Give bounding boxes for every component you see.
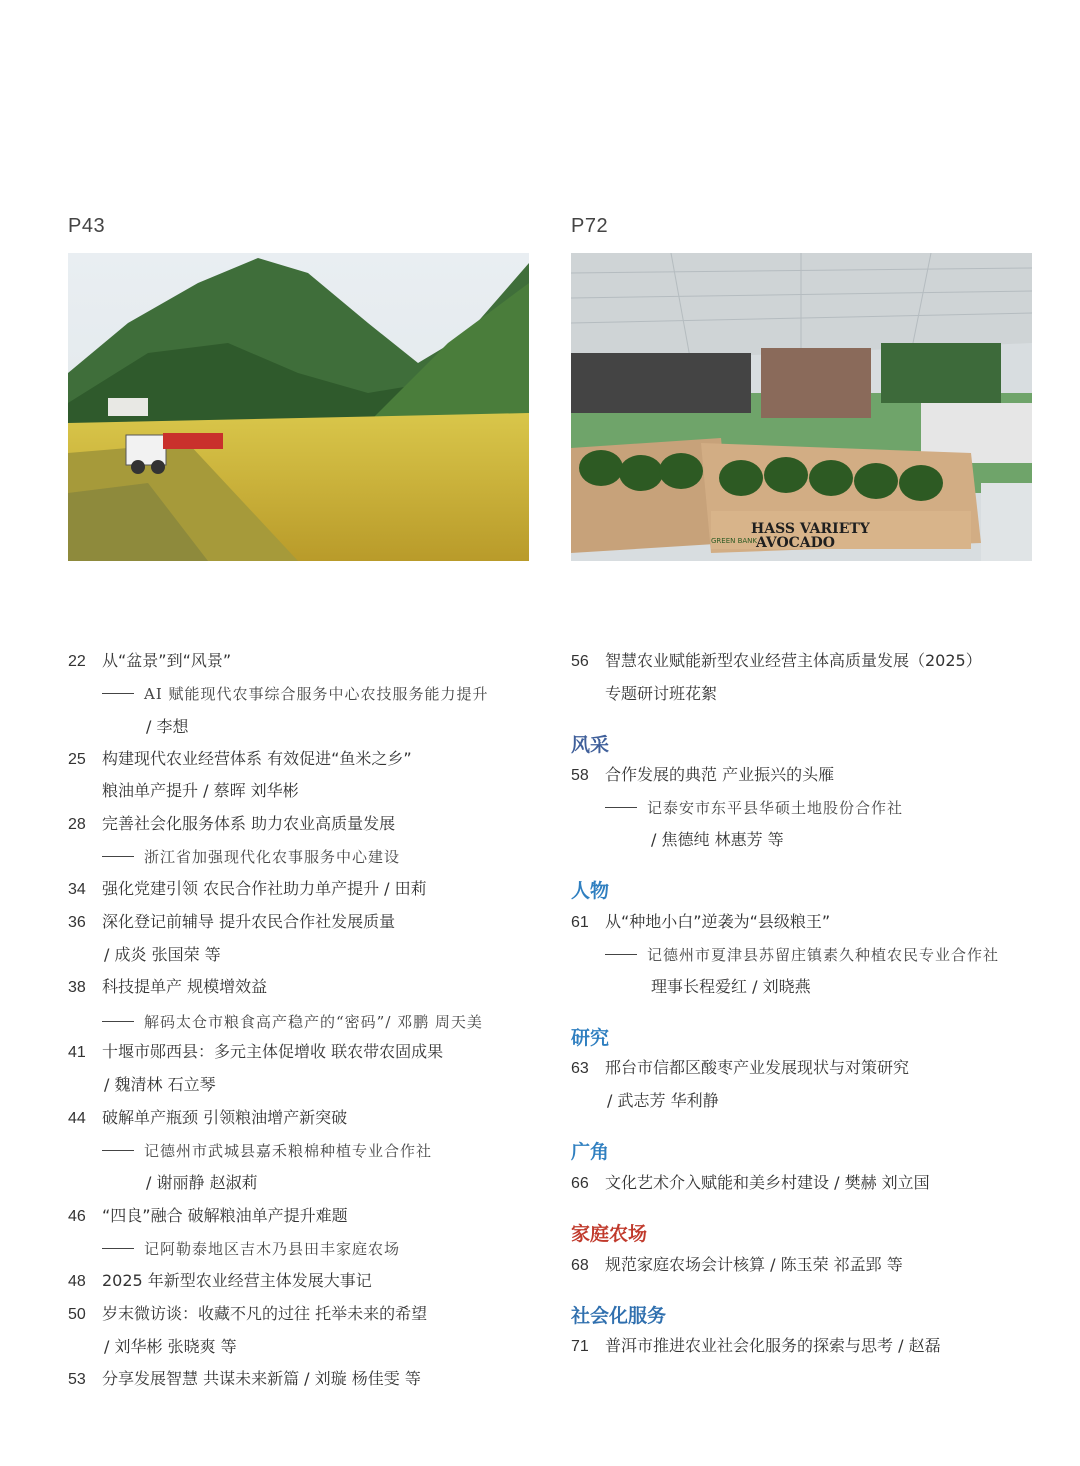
entry-continuation: 粮油单产提升 / 蔡晖 刘华彬 — [102, 781, 299, 800]
entry-title: 分享发展智慧 共谋未来新篇 / 刘璇 杨佳雯 等 — [102, 1369, 421, 1388]
subtitle-text: 记德州市夏津县苏留庄镇素久种植农民专业合作社 — [647, 946, 1000, 964]
em-dash-rule — [605, 954, 637, 955]
page-number: 34 — [68, 881, 86, 898]
toc-entry[interactable] — [68, 650, 231, 673]
page-number: 50 — [68, 1306, 86, 1323]
right-page-label: P72 — [571, 215, 609, 237]
toc-entry[interactable] — [68, 1205, 348, 1228]
em-dash-rule — [102, 1021, 134, 1022]
box-text-1: HASS VARIETY — [751, 521, 870, 537]
toc-entry[interactable] — [68, 976, 267, 999]
entry-title: 破解单产瓶颈 引领粮油增产新突破 — [102, 1108, 348, 1127]
entry-subtitle — [102, 1011, 483, 1033]
em-dash-rule — [605, 807, 637, 808]
page-number: 71 — [571, 1338, 589, 1355]
rice-field-harvester-photo-icon — [68, 253, 529, 561]
box-text-2: AVOCADO — [756, 535, 835, 551]
entry-title: 从“盆景”到“风景” — [102, 651, 232, 670]
section-heading: 人物 — [571, 880, 610, 902]
entry-title: 十堰市郧西县：多元主体促增收 联农带农固成果 — [102, 1042, 444, 1061]
rice-field-photo — [68, 253, 529, 561]
section-heading: 风采 — [571, 734, 610, 756]
subtitle-text: 记德州市武城县嘉禾粮棉种植专业合作社 — [144, 1142, 433, 1160]
entry-subtitle — [102, 683, 489, 705]
toc-entry[interactable] — [571, 1335, 941, 1358]
entry-continuation: / 成炎 张国荣 等 — [104, 945, 221, 964]
entry-title: 从“种地小白”逆袭为“县级粮王” — [605, 912, 831, 931]
box-brand: GREEN BANK — [711, 537, 758, 545]
page-number: 56 — [571, 653, 589, 670]
avocado-warehouse-photo — [571, 253, 1032, 561]
entry-continuation: 理事长程爱红 / 刘晓燕 — [651, 977, 811, 996]
section-heading: 社会化服务 — [571, 1305, 667, 1327]
page-number: 38 — [68, 979, 86, 996]
em-dash-rule — [102, 693, 134, 694]
page-number: 48 — [68, 1273, 86, 1290]
toc-entry[interactable] — [68, 911, 395, 934]
em-dash-rule — [102, 1150, 134, 1151]
subtitle-text: AI 赋能现代农事综合服务中心农技服务能力提升 — [144, 685, 489, 703]
entry-title: 2025 年新型农业经营主体发展大事记 — [102, 1271, 372, 1290]
page-number: 63 — [571, 1060, 589, 1077]
entry-title: 深化登记前辅导 提升农民合作社发展质量 — [102, 912, 396, 931]
page-number: 66 — [571, 1175, 589, 1192]
section-heading: 研究 — [571, 1027, 610, 1049]
toc-entry[interactable] — [68, 748, 412, 771]
page-number: 41 — [68, 1044, 86, 1061]
page-number: 44 — [68, 1110, 86, 1127]
page-number: 58 — [571, 767, 589, 784]
toc-entry[interactable] — [571, 650, 982, 673]
subtitle-text: 浙江省加强现代化农事服务中心建设 — [144, 848, 401, 866]
entry-subtitle — [102, 1140, 432, 1162]
page-number: 28 — [68, 816, 86, 833]
entry-continuation: / 李想 — [146, 717, 189, 736]
page-number: 53 — [68, 1371, 86, 1388]
entry-title: “四良”融合 破解粮油单产提升难题 — [102, 1206, 348, 1225]
toc-entry[interactable] — [68, 1041, 443, 1064]
section-heading: 广角 — [571, 1141, 610, 1163]
page-number: 46 — [68, 1208, 86, 1225]
entry-title: 构建现代农业经营体系 有效促进“鱼米之乡” — [102, 749, 412, 768]
subtitle-text: 记泰安市东平县华硕土地股份合作社 — [647, 799, 904, 817]
left-page-label: P43 — [68, 215, 106, 237]
entry-title: 强化党建引领 农民合作社助力单产提升 / 田莉 — [102, 879, 427, 898]
toc-entry[interactable] — [571, 911, 830, 934]
avocado-packing-warehouse-photo-icon — [571, 253, 1032, 561]
toc-entry[interactable] — [68, 813, 395, 836]
toc-entry[interactable] — [571, 1172, 930, 1195]
entry-subtitle — [605, 797, 903, 819]
entry-subtitle — [102, 846, 400, 868]
page-number: 25 — [68, 751, 86, 768]
toc-entry[interactable] — [571, 1254, 903, 1277]
toc-entry[interactable] — [571, 1057, 909, 1080]
entry-title: 完善社会化服务体系 助力农业高质量发展 — [102, 814, 396, 833]
toc-entry[interactable] — [68, 1270, 372, 1293]
entry-continuation: / 刘华彬 张晓爽 等 — [104, 1337, 237, 1356]
em-dash-rule — [102, 856, 134, 857]
entry-title: 邢台市信都区酸枣产业发展现状与对策研究 — [605, 1058, 910, 1077]
subtitle-text: 记阿勒泰地区吉木乃县田丰家庭农场 — [144, 1240, 401, 1258]
toc-entry[interactable] — [68, 878, 427, 901]
entry-title: 普洱市推进农业社会化服务的探索与思考 / 赵磊 — [605, 1336, 941, 1355]
toc-entry[interactable] — [68, 1368, 421, 1391]
page-number: 68 — [571, 1257, 589, 1274]
toc-entry[interactable] — [571, 764, 834, 787]
page-number: 22 — [68, 653, 86, 670]
em-dash-rule — [102, 1248, 134, 1249]
toc-entry[interactable] — [68, 1303, 427, 1326]
section-heading: 家庭农场 — [571, 1223, 648, 1245]
entry-title: 合作发展的典范 产业振兴的头雁 — [605, 765, 835, 784]
toc-entry[interactable] — [68, 1107, 347, 1130]
subtitle-text: 解码太仓市粮食高产稳产的“密码”/ 邓鹏 周天美 — [144, 1013, 483, 1031]
entry-title: 岁末微访谈：收藏不凡的过往 托举未来的希望 — [102, 1304, 428, 1323]
entry-title: 文化艺术介入赋能和美乡村建设 / 樊赫 刘立国 — [605, 1173, 930, 1192]
page-number: 61 — [571, 914, 589, 931]
entry-continuation: / 焦德纯 林惠芳 等 — [651, 830, 784, 849]
entry-title: 规范家庭农场会计核算 / 陈玉荣 祁孟郢 等 — [605, 1255, 903, 1274]
entry-continuation: / 魏清林 石立琴 — [104, 1075, 216, 1094]
entry-subtitle — [605, 944, 999, 966]
entry-continuation: / 谢丽静 赵淑莉 — [146, 1173, 258, 1192]
entry-title: 智慧农业赋能新型农业经营主体高质量发展（2025） — [605, 651, 982, 670]
entry-title: 科技提单产 规模增效益 — [102, 977, 268, 996]
page-number: 36 — [68, 914, 86, 931]
entry-continuation: 专题研讨班花絮 — [605, 684, 718, 703]
entry-subtitle — [102, 1238, 400, 1260]
entry-continuation: / 武志芳 华利静 — [607, 1091, 719, 1110]
